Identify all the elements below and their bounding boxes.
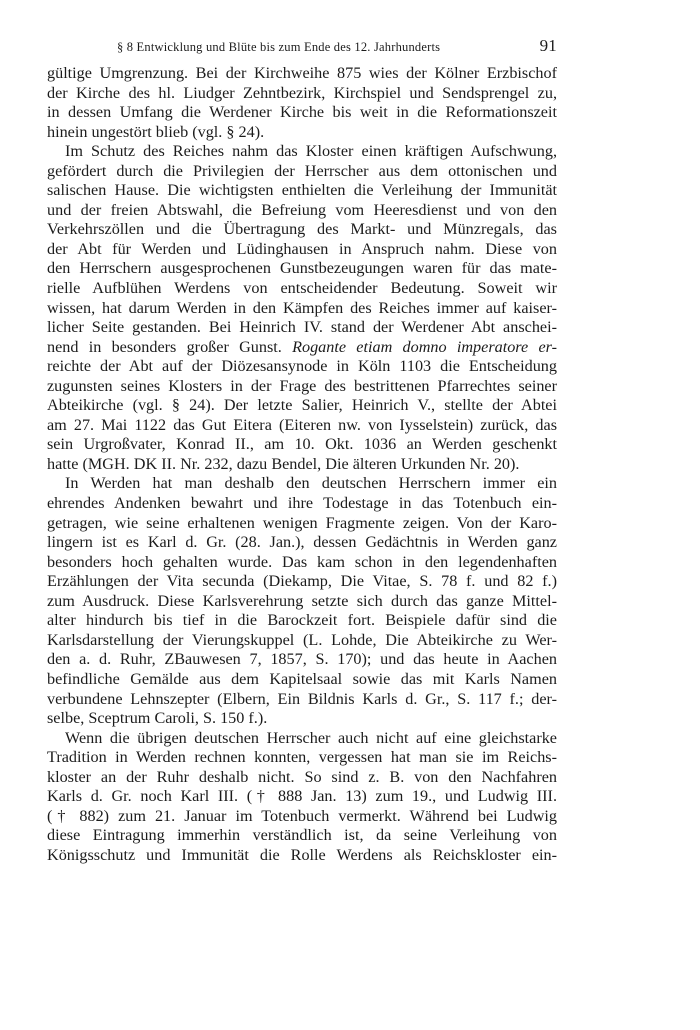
text-line bbox=[47, 142, 557, 162]
running-head bbox=[47, 36, 557, 64]
text-line bbox=[47, 826, 557, 846]
text-line bbox=[47, 474, 557, 494]
page-number: 91 bbox=[539, 36, 557, 55]
text-line-content: nend in besonders großer Gunst. bbox=[47, 337, 293, 356]
text-line-content: zum Ausdruck. Diese Karlsverehrung setzte sich durch das ganze Mittel- bbox=[47, 591, 557, 610]
text-line-content: diese Eintragung immerhin verständlich ist, da seine Verleihung von bbox=[47, 826, 557, 845]
text-line-content: befindliche Gemälde aus dem Kapitelsaal sowie das mit Karls Namen bbox=[47, 669, 557, 688]
text-line bbox=[47, 592, 557, 612]
text-line-content: Wenn die übrigen deutschen Herrscher auch nicht auf eine gleichstarke bbox=[65, 728, 557, 747]
text-line-content: rielle Aufblühen Werdens von entscheidender Bedeutung. Soweit wir bbox=[47, 279, 557, 298]
text-line-content: hinein ungestört blieb (vgl. § 24). bbox=[47, 122, 265, 141]
text-line-content: zugunsten seines Klosters in der Frage des bestrittenen Pfarrechtes seiner bbox=[47, 376, 557, 395]
text-line bbox=[47, 220, 557, 240]
text-line-content: ehrendes Andenken bewahrt und ihre Todestage in das Totenbuch ein- bbox=[47, 494, 557, 513]
text-line bbox=[47, 514, 557, 534]
text-line-content: reichte der Abt auf der Diözesansynode in Köln 1103 die Entscheidung bbox=[47, 357, 557, 376]
text-line-content: Im Schutz des Reiches nahm das Kloster einen kräftigen Aufschwung, bbox=[65, 142, 557, 161]
text-line-content: der Kirche des hl. Liudger Zehntbezirk, Kirchspiel und Sendsprengel zu, bbox=[47, 83, 557, 102]
text-line bbox=[47, 279, 557, 299]
text-line bbox=[47, 259, 557, 279]
text-line bbox=[47, 729, 557, 749]
text-line bbox=[47, 357, 557, 377]
text-line bbox=[47, 611, 557, 631]
text-line bbox=[47, 690, 557, 710]
text-line bbox=[47, 807, 557, 827]
text-line bbox=[47, 435, 557, 455]
text-line-content: den Herrschern ausgesprochenen Gunstbezeugungen waren für das mate- bbox=[47, 259, 557, 278]
text-line-content: sein Urgroßvater, Konrad II., am 10. Okt. 1036 an Werden geschenkt bbox=[47, 435, 557, 454]
text-line bbox=[47, 377, 557, 397]
body-text bbox=[47, 64, 557, 865]
text-line bbox=[47, 553, 557, 573]
text-line-content: Erzählungen der Vita secunda (Diekamp, Die Vitae, S. 78 f. und 82 f.) bbox=[47, 572, 557, 591]
book-page bbox=[47, 36, 557, 865]
text-line-content: selbe, Sceptrum Caroli, S. 150 f.). bbox=[47, 709, 268, 728]
text-line-content: gefördert durch die Privilegien der Herrscher aus dem ottonischen und bbox=[47, 161, 557, 180]
text-line bbox=[47, 670, 557, 690]
text-line-content: getragen, wie seine erhaltenen wenigen Fragmente zeigen. Von der Karo- bbox=[47, 513, 557, 532]
text-line-content: († 882) zum 21. Januar im Totenbuch vermerkt. Während bei Ludwig bbox=[47, 806, 557, 825]
text-line-content: lingern ist es Karl d. Gr. (28. Jan.), dessen Gedächtnis in Werden ganz bbox=[47, 533, 557, 552]
text-line-content: wissen, hat darum Werden in den Kämpfen des Reiches immer auf kaiser- bbox=[47, 298, 557, 317]
text-line bbox=[47, 201, 557, 221]
text-line bbox=[47, 494, 557, 514]
text-line bbox=[47, 416, 557, 436]
text-line bbox=[47, 455, 557, 475]
text-line bbox=[47, 318, 557, 338]
text-line-content: Verkehrszöllen und die Übertragung des Markt- und Münzregals, das bbox=[47, 220, 557, 239]
text-line-content: Karlsdarstellung der Vierungskuppel (L. Lohde, Die Abteikirche zu Wer- bbox=[47, 630, 557, 649]
text-line bbox=[47, 396, 557, 416]
running-title: § 8 Entwicklung und Blüte bis zum Ende des 12. Jahrhunderts bbox=[117, 40, 441, 54]
text-line bbox=[47, 84, 557, 104]
text-line bbox=[47, 846, 557, 866]
text-line bbox=[47, 631, 557, 651]
text-line-content: Tradition in Werden rechnen konnten, vergessen hat man sie im Reichs- bbox=[47, 748, 557, 767]
text-line bbox=[47, 181, 557, 201]
text-line bbox=[47, 338, 557, 358]
text-line-content: verbundene Lehnszepter (Elbern, Ein Bildnis Karls d. Gr., S. 117 f.; der- bbox=[47, 689, 557, 708]
text-line-content: Abteikirche (vgl. § 24). Der letzte Salier, Heinrich V., stellte der Abtei bbox=[47, 396, 557, 415]
text-line-content: der Abt für Werden und Lüdinghausen in Anspruch nahm. Diese von bbox=[47, 239, 557, 258]
text-line bbox=[47, 768, 557, 788]
text-line bbox=[47, 748, 557, 768]
text-line-content: Königsschutz und Immunität die Rolle Werdens als Reichskloster ein- bbox=[47, 845, 557, 864]
text-line bbox=[47, 533, 557, 553]
text-line bbox=[47, 123, 557, 143]
text-line-content: besonders hoch gehalten wurde. Das kam schon in den legendenhaften bbox=[47, 552, 557, 571]
text-line bbox=[47, 64, 557, 84]
text-line bbox=[47, 240, 557, 260]
text-line bbox=[47, 787, 557, 807]
text-line-content: am 27. Mai 1122 das Gut Eitera (Eiteren nw. von Iysselstein) zurück, das bbox=[47, 415, 557, 434]
text-line bbox=[47, 162, 557, 182]
text-line-content: gültige Umgrenzung. Bei der Kirchweihe 875 wies der Kölner Erzbischof bbox=[47, 64, 557, 82]
text-line-content: licher Seite gestanden. Bei Heinrich IV. stand der Werdener Abt anschei- bbox=[47, 318, 557, 337]
text-line bbox=[47, 572, 557, 592]
italic-latin-quote: Rogante etiam domno imperatore er- bbox=[292, 337, 558, 356]
text-line-content: In Werden hat man deshalb den deutschen Herrschern immer ein bbox=[65, 474, 557, 493]
text-line bbox=[47, 299, 557, 319]
text-line-content: den a. d. Ruhr, ZBauwesen 7, 1857, S. 170); und das heute in Aachen bbox=[47, 650, 557, 669]
text-line bbox=[47, 103, 557, 123]
text-line-content: in dessen Umfang die Werdener Kirche bis weit in die Reformationszeit bbox=[47, 103, 557, 122]
text-line-content: hatte (MGH. DK II. Nr. 232, dazu Bendel, Die älteren Urkunden Nr. 20). bbox=[47, 454, 520, 473]
text-line-content: Karls d. Gr. noch Karl III. († 888 Jan. 13) zum 19., und Ludwig III. bbox=[47, 787, 557, 806]
text-line-content: alter hindurch bis tief in die Barockzeit fort. Beispiele dafür sind die bbox=[47, 611, 557, 630]
text-line-content: kloster an der Ruhr deshalb nicht. So sind z. B. von den Nachfahren bbox=[47, 767, 557, 786]
text-line-content: salischen Hause. Die wichtigsten enthielten die Verleihung der Immunität bbox=[47, 181, 557, 200]
text-line bbox=[47, 709, 557, 729]
text-line bbox=[47, 650, 557, 670]
text-line-content: und der freien Abtswahl, die Befreiung vom Heeresdienst und von den bbox=[47, 200, 557, 219]
